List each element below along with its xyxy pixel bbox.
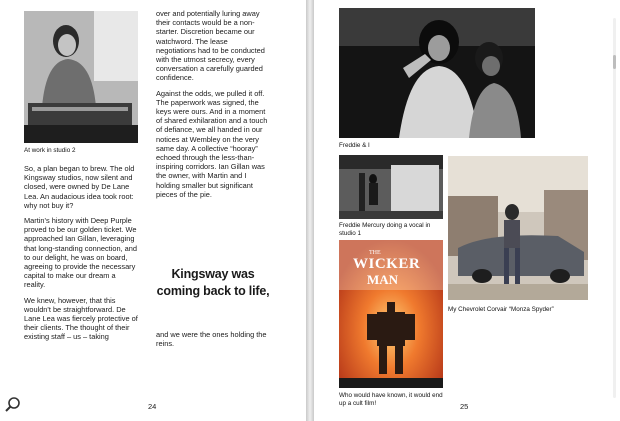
page-number-right: 25 xyxy=(460,402,469,411)
paragraph: Against the odds, we pulled it off. The paperwork was signed, the keys were ours. And in a moment of shared exhilaration and a touch of defiance, we all handed in our notices at Wembley on the very same day. A collective “hooray” echoed through the less-than-inspiring corridors. Ian Gillan was the owner, with Martin and I holding smaller but significant pieces of the pie. xyxy=(156,88,268,199)
page-number-left: 24 xyxy=(148,402,157,411)
freddie-caption: Freddie & I xyxy=(339,142,370,149)
freddie-vocal-photo xyxy=(339,155,443,219)
corvair-photo xyxy=(448,156,588,300)
poster-title-the: THE xyxy=(369,250,381,256)
studio-2-caption: At work in studio 2 xyxy=(24,147,76,154)
freddie-vocal-caption: Freddie Mercury doing a vocal in studio 1 xyxy=(339,222,431,237)
scrollbar-track[interactable] xyxy=(613,18,616,398)
left-column-2 xyxy=(156,9,268,205)
paragraph: We knew, however, that this wouldn't be straightforward. De Lane Lea was fiercely protective of their clients. The thought of their existing staff – us – taking xyxy=(24,295,138,342)
pull-quote-line-2: coming back to life, xyxy=(156,284,270,298)
studio-2-photo xyxy=(24,11,138,143)
wicker-man-poster xyxy=(339,240,443,388)
poster-title-wicker: WICKER xyxy=(353,256,421,272)
scrollbar-thumb[interactable] xyxy=(613,55,616,69)
paragraph: So, a plan began to brew. The old Kingsway studios, now silent and closed, were owned by De Lane Lea. An audacious idea took root: why not buy it? xyxy=(24,164,135,210)
after-quote-text: and we were the ones holding the reins. xyxy=(156,330,267,349)
left-column-1 xyxy=(24,164,138,348)
wicker-man-caption: Who would have known, it would end up a cult film! xyxy=(339,392,443,407)
left-page xyxy=(0,0,306,421)
pull-quote xyxy=(148,266,278,300)
corvair-caption: My Chevrolet Corvair “Monza Spyder” xyxy=(448,306,554,313)
paragraph: Martin's history with Deep Purple proved to be our golden ticket. We approached Ian Gillan, leveraging that long-standing connection, and to our delight, he was on board, agreeing to provide the necessary capital to make our dream a reality. xyxy=(24,216,137,290)
pull-quote-line-1: Kingsway was xyxy=(171,267,255,281)
magnifier-icon[interactable] xyxy=(4,396,22,414)
right-page xyxy=(314,0,620,421)
paragraph: over and potentially luring away their contacts would be a non- starter. Discretion became our watchword. The lease negotiations had to be conducted with the utmost secrecy, every conversation a carefully guarded confidence. xyxy=(156,9,265,83)
page-gutter xyxy=(306,0,314,421)
poster-title-man: MAN xyxy=(367,272,399,287)
freddie-and-i-photo xyxy=(339,8,535,138)
